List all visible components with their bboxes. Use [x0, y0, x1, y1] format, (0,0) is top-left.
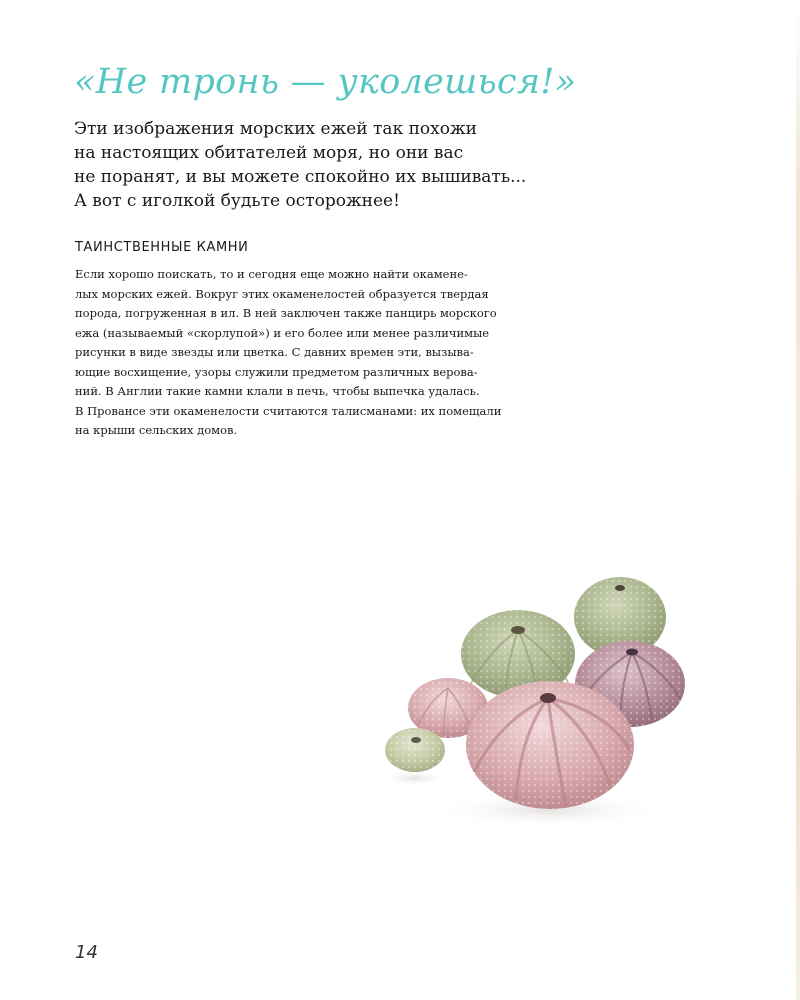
sea-urchins-illustration	[370, 560, 710, 840]
body-line: лых морских ежей. Вокруг этих окаменелостей образуется твердая	[75, 286, 489, 301]
lead-line: А вот с иголкой будьте осторожнее!	[74, 191, 400, 211]
lead-line: на настоящих обитателей моря, но они вас	[74, 143, 464, 163]
lead-line: Эти изображения морских ежей так похожи	[74, 119, 477, 139]
sea-urchins-photo	[370, 560, 710, 840]
lead-paragraph	[74, 117, 544, 213]
page-number: 14	[75, 942, 98, 963]
body-line: рисунки в виде звезды или цветка. С давних времен эти, вызыва-	[75, 345, 474, 359]
body-line: Если хорошо поискать, то и сегодня еще можно найти окамене-	[75, 267, 468, 281]
body-line: порода, погруженная в ил. В ней заключен также панцирь морского	[75, 306, 497, 320]
body-line: В Провансе эти окаменелости считаются талисманами: их помещали	[75, 403, 502, 418]
body-line: ющие восхищение, узоры служили предметом различных верова-	[75, 364, 478, 379]
lead-line: не поранят, и вы можете спокойно их вышивать...	[74, 167, 527, 187]
urchin-small	[385, 728, 445, 772]
body-line: ежа (называемый «скорлупой») и его более или менее различимые	[75, 325, 490, 340]
urchin-pink-front	[466, 681, 634, 809]
page-title: «Не тронь — уколешься!»	[74, 62, 577, 102]
body-line: на крыши сельских домов.	[75, 423, 238, 437]
body-paragraph	[75, 265, 545, 441]
body-line: ний. В Англии такие камни клали в печь, чтобы выпечка удалась.	[75, 384, 480, 398]
page-edge-strip	[796, 0, 800, 1000]
section-heading: ТАИНСТВЕННЫЕ КАМНИ	[75, 240, 249, 255]
